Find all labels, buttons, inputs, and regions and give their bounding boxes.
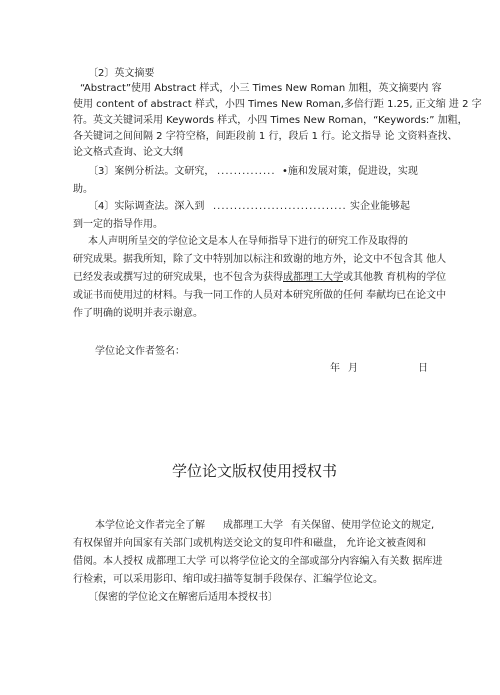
authorization-title: 学位论文版权使用授权书	[172, 462, 338, 480]
authorization-line-2: 有权保留并向国家有关部门或机构送交论文的复印件和磁盘， 允许论文被查阅和	[73, 538, 427, 549]
abstract-line-3: 符。英文关键词采用 Keywords 样式，小四 Times New Roman，“Keywords:” 加粗，	[73, 115, 468, 126]
authorization-line-4: 行检索，可以采用影印、缩印或扫描等复制手段保存、汇编学位论文。	[73, 574, 383, 585]
abstract-line-4: 各关键词之间间隔 2 字符空格，间距段前 1 行，段后 1 行。论文指导 论 文资料查找、	[73, 131, 458, 142]
abstract-line-1: “Abstract”使用 Abstract 样式，小三 Times New Roman 加粗，英文摘要内 容	[80, 83, 442, 94]
case-line-1-end: •施和发展对策，促进设，实现	[282, 166, 418, 177]
case-line-2: 助。	[73, 184, 93, 195]
institution-name: 成都理工大学	[283, 272, 343, 283]
declaration-line-1: 本人声明所呈交的学位论文是本人在导师指导下进行的研究工作及取得的	[88, 236, 408, 247]
declaration-line-3-a: 已经发表或撰写过的研究成果，也不包含为获得	[73, 272, 283, 283]
abstract-heading: 〔2〕英文摘要	[88, 68, 155, 79]
date-day-label: 日	[418, 363, 428, 374]
declaration-line-4: 或证书而使用过的材料。与我一同工作的人员对本研究所做的任何 奉献均已在论文中	[73, 290, 447, 301]
survey-line-2: 到一定的指导作用。	[73, 219, 163, 230]
author-signature-label: 学位论文作者签名：	[95, 346, 185, 357]
date-year-label: 年	[330, 363, 340, 374]
authorization-institution: 成都理工大学	[223, 520, 283, 531]
declaration-line-2: 研究成果。据我所知，除了文中特别加以标注和致谢的地方外，论文中不包含其 他人	[73, 254, 447, 265]
declaration-line-3-b: 或其他教 育机构的学位	[343, 272, 447, 283]
authorization-line-1-b: 有关保留、使用学位论文的规定,	[291, 520, 435, 531]
case-dots: ..............	[217, 166, 276, 177]
abstract-line-5: 论文格式查询、论文大纲	[73, 147, 183, 158]
authorization-line-1-a: 本学位论文作者完全了解	[95, 520, 205, 531]
survey-line-1-end: 实企业能够起	[350, 201, 410, 212]
abstract-line-2: 使用 content of abstract 样式，小四 Times New Roman,多倍行距 1.25, 正文缩 进 2 字	[73, 99, 482, 110]
authorization-line-5: 〔保密的学位论文在解密后适用本授权书〕	[88, 592, 278, 603]
date-month-label: 月	[348, 363, 358, 374]
survey-dots: ................................	[213, 201, 347, 212]
declaration-line-5: 作了明确的说明并表示谢意。	[73, 308, 203, 319]
case-line-1: 〔3〕案例分析法。文研究，	[88, 166, 215, 177]
authorization-line-1	[95, 519, 434, 532]
authorization-line-3: 借阅。本人授权 成都理工大学 可以将学位论文的全部或部分内容编入有关数 据库进	[73, 556, 443, 567]
survey-line-1: 〔4〕实际调查法。深入到	[88, 201, 205, 212]
declaration-line-3	[73, 271, 446, 284]
